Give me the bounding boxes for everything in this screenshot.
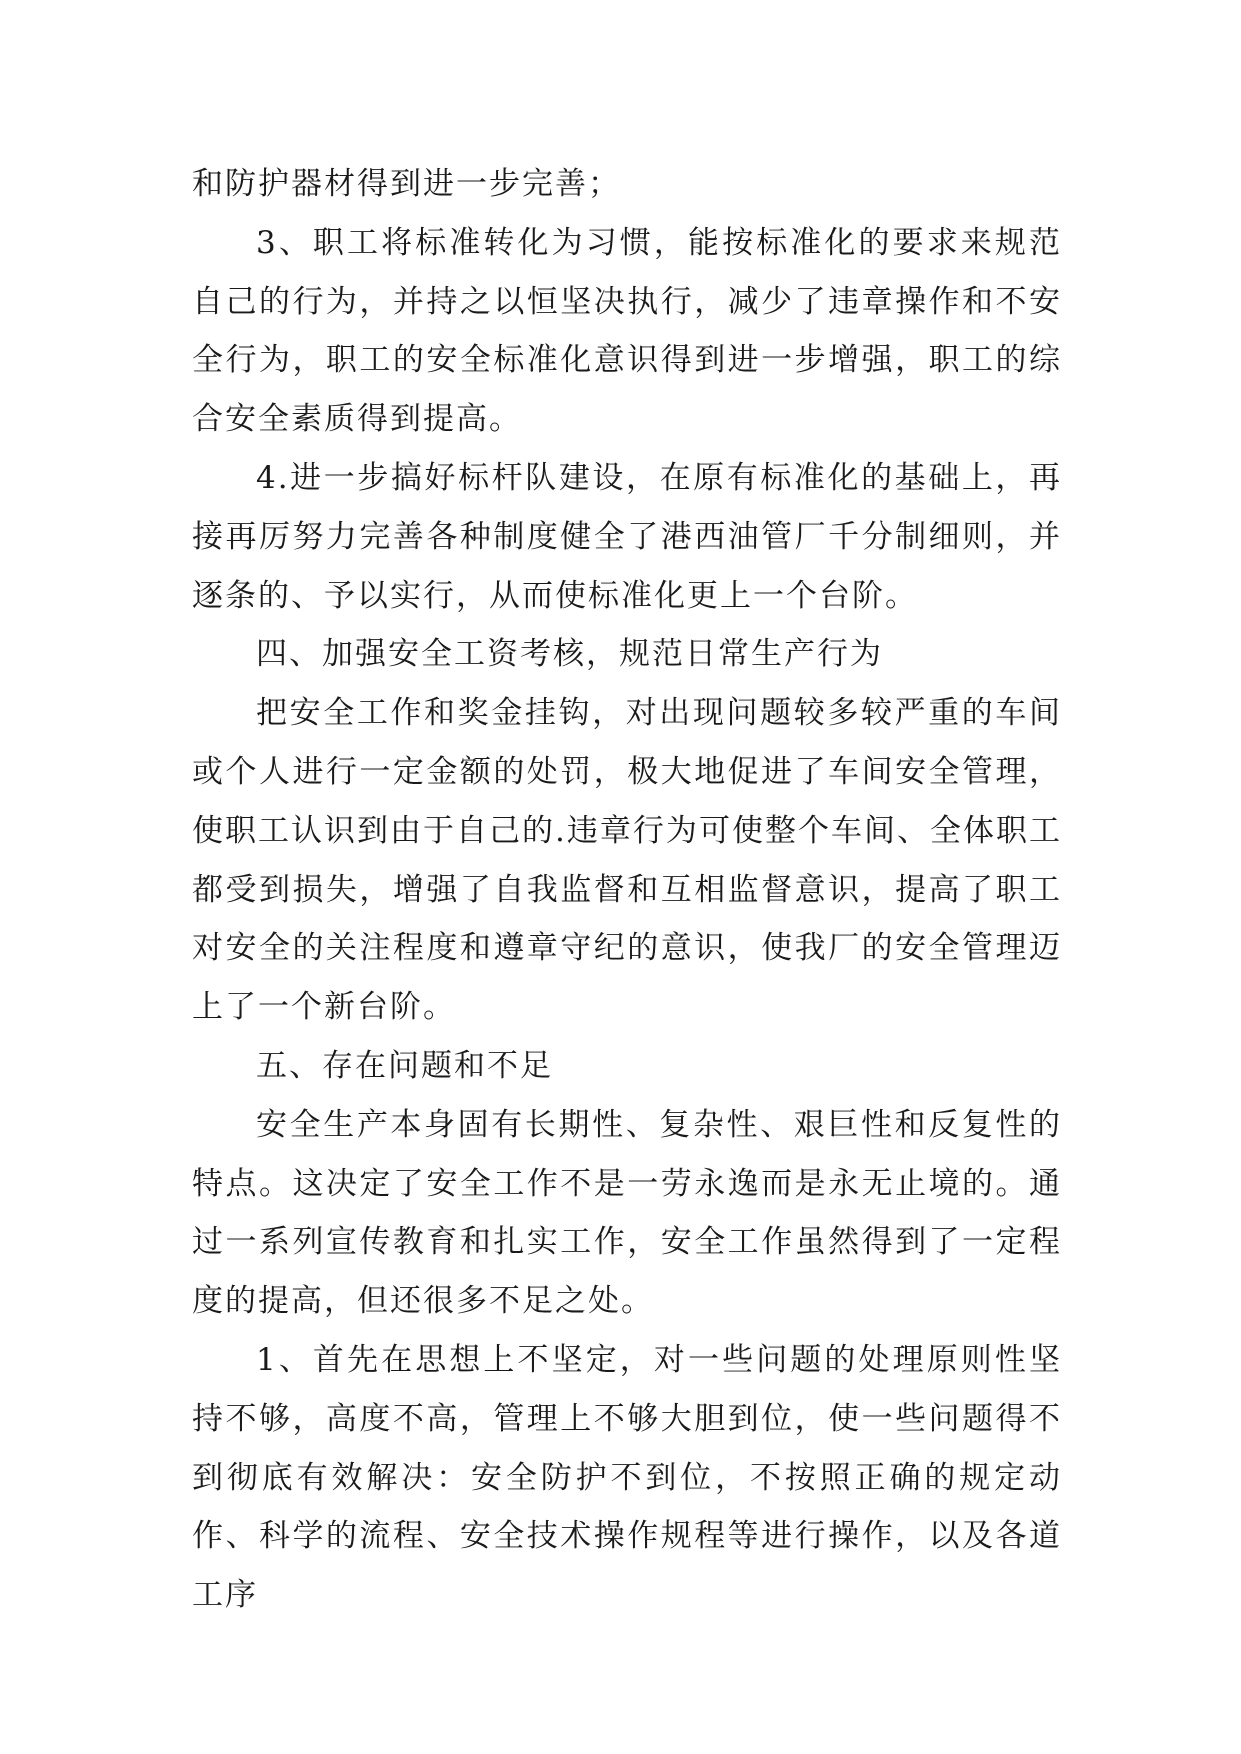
- document-body: [192, 155, 1062, 1625]
- paragraph-problem-1: 1、首先在思想上不坚定，对一些问题的处理原则性坚持不够，高度不高，管理上不够大胆到位，使一些问题得不到彻底有效解决：安全防护不到位，不按照正确的规定动作、科学的流程、安全技术操作规程等进行操作，以及各道工序: [192, 1341, 1062, 1614]
- paragraph-item-4: 4.进一步搞好标杆队建设，在原有标准化的基础上，再接再厉努力完善各种制度健全了港西油管厂千分制细则，并逐条的、予以实行，从而使标准化更上一个台阶。: [192, 459, 1062, 614]
- paragraph-continuation: 和防护器材得到进一步完善；: [192, 166, 621, 202]
- paragraph-item-3: 3、职工将标准转化为习惯，能按标准化的要求来规范自己的行为，并持之以恒坚决执行，减少了违章操作和不安全行为，职工的安全标准化意识得到进一步增强，职工的综合安全素质得到提高。: [192, 224, 1062, 438]
- paragraph-problems-intro: 安全生产本身固有长期性、复杂性、艰巨性和反复性的特点。这决定了安全工作不是一劳永逸而是永无止境的。通过一系列宣传教育和扎实工作，安全工作虽然得到了一定程度的提高，但还很多不足之处。: [192, 1106, 1062, 1320]
- paragraph-safety-wage: 把安全工作和奖金挂钩，对出现问题较多较严重的车间或个人进行一定金额的处罚，极大地促进了车间安全管理，使职工认识到由于自己的.违章行为可使整个车间、全体职工都受到损失，增强了自我监督和互相监督意识，提高了职工对安全的关注程度和遵章守纪的意识，使我厂的安全管理迈上了一个新台阶。: [192, 695, 1062, 1026]
- section-heading-5: 五、存在问题和不足: [256, 1047, 553, 1084]
- section-heading-4: 四、加强安全工资考核，规范日常生产行为: [256, 636, 883, 673]
